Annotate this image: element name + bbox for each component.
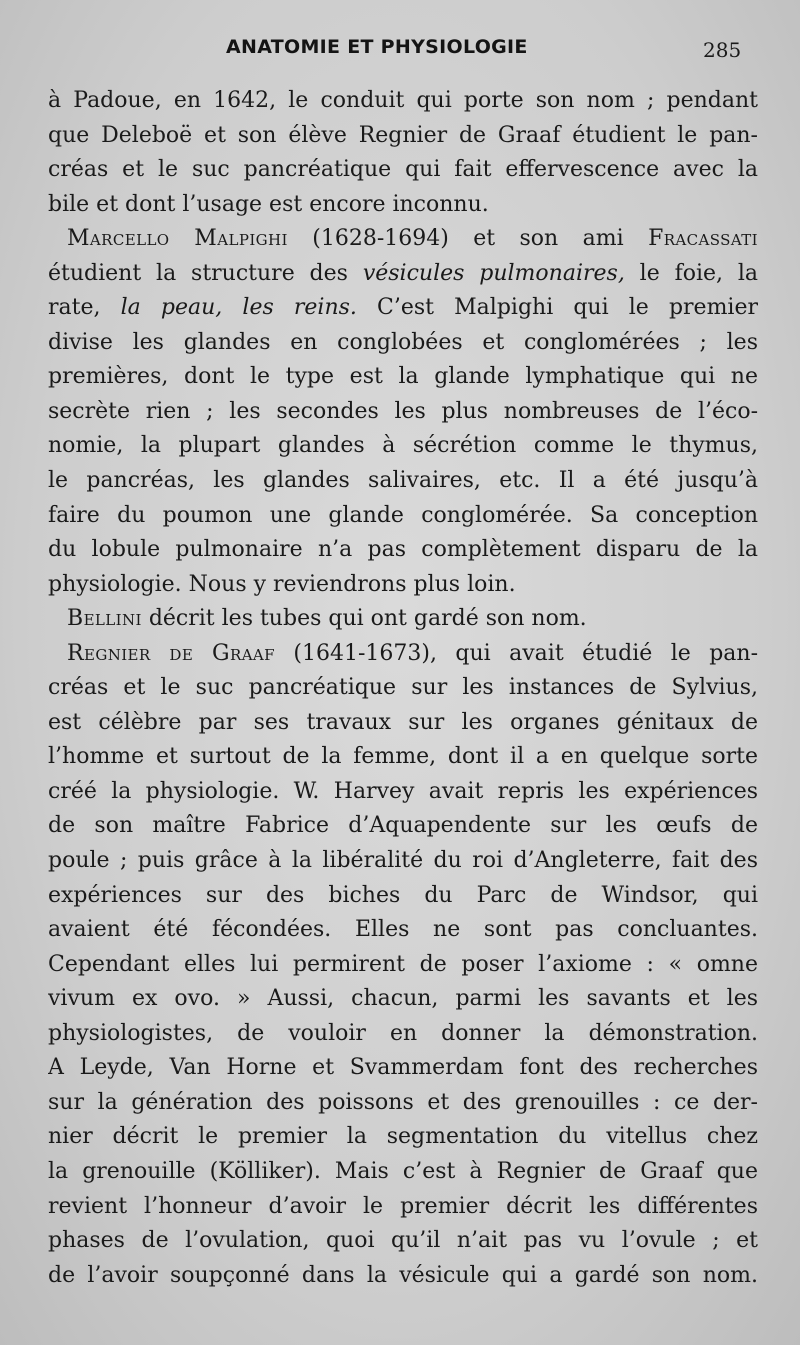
body-text xyxy=(48,84,758,1293)
text-line: du lobule pulmonaire n’a pas complètement disparu de la xyxy=(48,537,758,563)
text-line: créé la physiologie. W. Harvey avait repris les expériences xyxy=(48,778,758,804)
text-line: Cependant elles lui permirent de poser l’axiome : « omne xyxy=(48,951,758,977)
text-line: vivum ex ovo. » Aussi, chacun, parmi les savants et les xyxy=(48,986,758,1012)
page-header xyxy=(0,36,800,66)
text-line: l’homme et surtout de la femme, dont il a en quelque sorte xyxy=(48,744,758,770)
text-line: premières, dont le type est la glande lymphatique qui ne xyxy=(48,364,758,390)
person-name-fracassati: Fracassati xyxy=(648,226,758,252)
person-name-regnier-de-graaf: Regnier de Graaf xyxy=(67,640,275,666)
text-line: Marcello Malpighi (1628-1694) et son ami Fracassati xyxy=(67,226,758,252)
text-line: revient l’honneur d’avoir le premier décrit les différentes xyxy=(48,1193,758,1219)
text-line: physiologistes, de vouloir en donner la démonstration. xyxy=(48,1020,758,1046)
paragraph-end-line: bile et dont l’usage est encore inconnu. xyxy=(48,191,489,217)
person-name-malpighi: Marcello Malpighi xyxy=(67,226,288,252)
text-line: de son maître Fabrice d’Aquapendente sur les œufs de xyxy=(48,813,758,839)
person-name-bellini: Bellini xyxy=(67,606,142,632)
paragraph-end-line: physiologie. Nous y reviendrons plus loin. xyxy=(48,571,516,597)
text-line: secrète rien ; les secondes les plus nombreuses de l’éco- xyxy=(48,398,758,424)
text-line: nomie, la plupart glandes à sécrétion comme le thymus, xyxy=(48,433,758,459)
text-line: sur la génération des poissons et des grenouilles : ce der- xyxy=(48,1089,758,1115)
text-line: à Padoue, en 1642, le conduit qui porte son nom ; pendant xyxy=(48,88,758,113)
text-line: faire du poumon une glande conglomérée. Sa conception xyxy=(48,502,758,528)
text-line: créas et le suc pancréatique qui fait effervescence avec la xyxy=(48,157,758,183)
italic-term: la peau, xyxy=(120,295,223,321)
text-line: expériences sur des biches du Parc de Windsor, qui xyxy=(48,882,758,908)
page-number: 285 xyxy=(703,38,742,62)
text-line: A Leyde, Van Horne et Svammerdam font des recherches xyxy=(48,1055,758,1081)
text-line: avaient été fécondées. Elles ne sont pas concluantes. xyxy=(48,917,758,943)
text-line: Regnier de Graaf (1641-1673), qui avait étudié le pan- xyxy=(67,640,758,666)
text-line: de l’avoir soupçonné dans la vésicule qui a gardé son nom. xyxy=(48,1262,758,1288)
italic-term: les reins. xyxy=(242,295,357,321)
text-line: le pancréas, les glandes salivaires, etc. Il a été jusqu’à xyxy=(48,468,758,494)
text-line: nier décrit le premier la segmentation du vitellus chez xyxy=(48,1124,758,1150)
paragraph-end-line: Bellini décrit les tubes qui ont gardé son nom. xyxy=(67,606,587,632)
italic-term: vésicules pulmonaires, xyxy=(362,260,625,286)
text-line: phases de l’ovulation, quoi qu’il n’ait pas vu l’ovule ; et xyxy=(48,1228,758,1254)
text-line: rate, la peau, les reins. C’est Malpighi qui le premier xyxy=(48,295,758,321)
text-line: poule ; puis grâce à la libéralité du roi d’Angleterre, fait des xyxy=(48,848,758,874)
text-line: est célèbre par ses travaux sur les organes génitaux de xyxy=(48,709,758,735)
text-line: créas et le suc pancréatique sur les instances de Sylvius, xyxy=(48,675,758,701)
text-line: la grenouille (Kölliker). Mais c’est à Regnier de Graaf que xyxy=(48,1158,758,1184)
text-line: que Deleboë et son élève Regnier de Graaf étudient le pan- xyxy=(48,122,758,148)
running-title: ANATOMIE ET PHYSIOLOGIE xyxy=(226,36,528,58)
text-line: divise les glandes en conglobées et conglomérées ; les xyxy=(48,329,758,355)
text-line: étudient la structure des vésicules pulmonaires, le foie, la xyxy=(48,260,758,286)
